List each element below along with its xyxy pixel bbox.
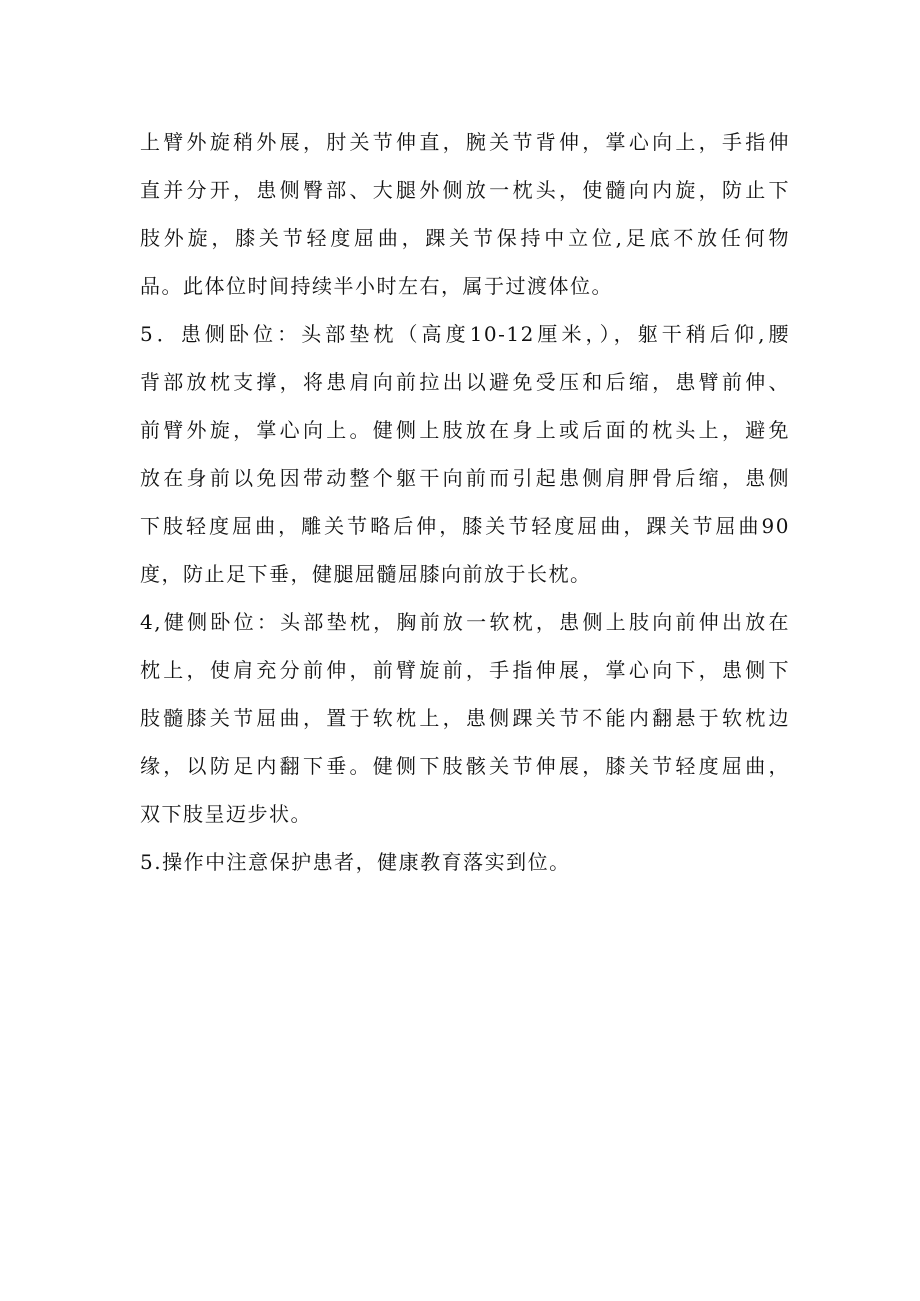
text-line: 品。此体位时间持续半小时左右，属于过渡体位。 — [140, 274, 613, 298]
text-line: 肢外旋，膝关节轻度屈曲，踝关节保持中立位,足底不放任何物 — [140, 226, 790, 250]
text-line: 5.操作中注意保护患者，健康教育落实到位。 — [140, 850, 571, 874]
text-line: 5．患侧卧位：头部垫枕（高度10-12厘米，），躯干稍后仰,腰 — [140, 322, 790, 346]
text-line: 4,健侧卧位：头部垫枕，胸前放一软枕，患侧上肢向前伸出放在 — [140, 610, 790, 634]
text-line: 缘，以防足内翻下垂。健侧下肢骸关节伸展，膝关节轻度屈曲， — [140, 754, 790, 778]
text-line: 放在身前以免因带动整个躯干向前而引起患侧肩胛骨后缩，患侧 — [140, 466, 790, 490]
text-line: 直并分开，患侧臀部、大腿外侧放一枕头，使髓向内旋，防止下 — [140, 178, 790, 202]
text-line: 背部放枕支撑，将患肩向前拉出以避免受压和后缩，患臂前伸、 — [140, 370, 790, 394]
text-line: 枕上，使肩充分前伸，前臂旋前，手指伸展，掌心向下，患侧下 — [140, 658, 790, 682]
text-line: 下肢轻度屈曲，雕关节略后伸，膝关节轻度屈曲，踝关节屈曲90 — [140, 514, 790, 538]
text-line: 肢髓膝关节屈曲，置于软枕上，患侧踝关节不能内翻悬于软枕边 — [140, 706, 790, 730]
text-line: 度，防止足下垂，健腿屈髓屈膝向前放于长枕。 — [140, 562, 592, 586]
text-line: 双下肢呈迈步状。 — [140, 802, 312, 826]
text-line: 上臂外旋稍外展，肘关节伸直，腕关节背伸，掌心向上，手指伸 — [140, 130, 790, 154]
text-line: 前臂外旋，掌心向上。健侧上肢放在身上或后面的枕头上，避免 — [140, 418, 790, 442]
document-body — [140, 118, 790, 886]
